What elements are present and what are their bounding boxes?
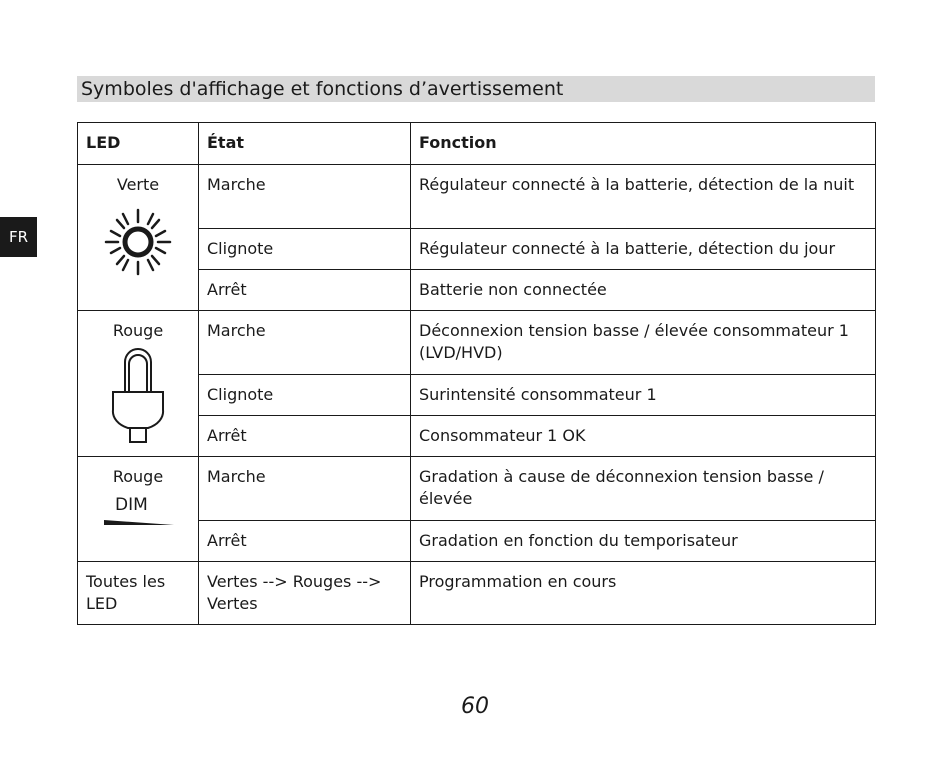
dim-icon-label: DIM (115, 495, 148, 515)
led-label: Rouge (112, 467, 164, 486)
function-cell: Gradation en fonction du temporisateur (411, 521, 876, 562)
table-row (78, 457, 876, 521)
state-cell: Clignote (199, 229, 411, 270)
function-cell: Surintensité consommateur 1 (411, 375, 876, 416)
table-row (78, 311, 876, 375)
function-cell: Programmation en cours (411, 562, 876, 625)
header-function: Fonction (411, 123, 876, 165)
table-row (78, 165, 876, 229)
page-number: 60 (461, 694, 489, 719)
function-cell: Gradation à cause de déconnexion tension basse / élevée (411, 457, 876, 521)
led-cell-green (78, 165, 199, 311)
state-cell: Marche (199, 457, 411, 521)
function-cell: Consommateur 1 OK (411, 416, 876, 457)
led-cell-all: Toutes les LED (78, 562, 199, 625)
state-cell: Arrêt (199, 416, 411, 457)
state-cell: Arrêt (199, 521, 411, 562)
led-status-table (77, 122, 876, 625)
bulb-icon (103, 344, 173, 444)
state-cell: Vertes --> Rouges --> Vertes (199, 562, 411, 625)
led-cell-red-load (78, 311, 199, 457)
header-led: LED (78, 123, 199, 165)
led-cell-red-dim (78, 457, 199, 562)
function-cell: Déconnexion tension basse / élevée consommateur 1 (LVD/HVD) (411, 311, 876, 375)
table-header-row (78, 123, 876, 165)
state-cell: Marche (199, 311, 411, 375)
section-title: Symboles d'affichage et fonctions d’avertissement (77, 76, 875, 102)
table-row (78, 562, 876, 625)
language-tab: FR (0, 217, 37, 257)
state-cell: Clignote (199, 375, 411, 416)
led-label: Rouge (112, 321, 164, 340)
led-label: Verte (116, 175, 160, 194)
function-cell: Régulateur connecté à la batterie, détection de la nuit (411, 165, 876, 229)
state-cell: Marche (199, 165, 411, 229)
function-cell: Régulateur connecté à la batterie, détection du jour (411, 229, 876, 270)
function-cell: Batterie non connectée (411, 270, 876, 311)
dim-icon (98, 490, 178, 530)
state-cell: Arrêt (199, 270, 411, 311)
sun-icon (103, 204, 173, 276)
header-state: État (199, 123, 411, 165)
